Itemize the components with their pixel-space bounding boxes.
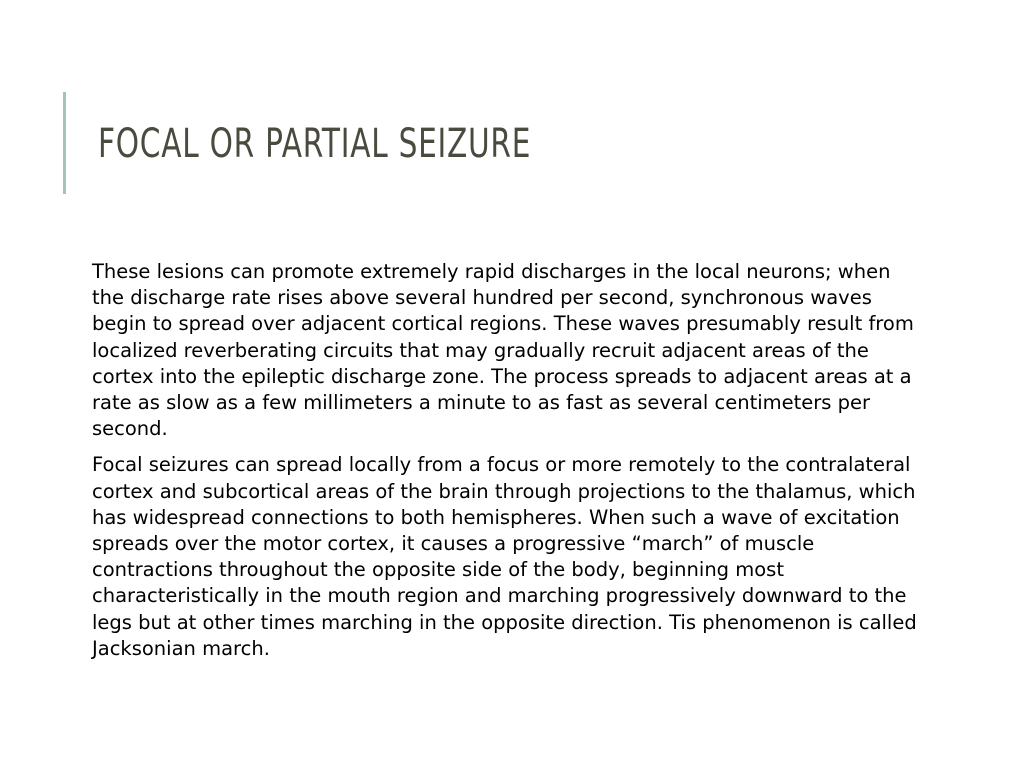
- body-paragraph-1: These lesions can promote extremely rapid discharges in the local neurons; when the discharge rate rises above several hundred per second, synchronous waves begin to spread over adjacent cortical regions. These waves presumably result from localized reverberating circuits that may gradually recruit adjacent areas of the cortex into the epileptic discharge zone. The process spreads to adjacent areas at a rate as slow as a few millimeters a minute to as fast as several centimeters per second.: [92, 260, 914, 441]
- slide-title: FOCAL OR PARTIAL SEIZURE: [98, 121, 532, 167]
- title-accent-bar: [63, 92, 66, 194]
- slide-body: [92, 259, 928, 672]
- body-paragraph-2: Focal seizures can spread locally from a focus or more remotely to the contralateral cortex and subcortical areas of the brain through projections to the thalamus, which has widespread connections to both hemispheres. When such a wave of excitation spreads over the motor cortex, it causes a progressive “march” of muscle contractions throughout the opposite side of the body, beginning most characteristically in the mouth region and marching progressively downward to the legs but at other times marching in the opposite direction. Tis phenomenon is called Jacksonian march.: [92, 453, 917, 660]
